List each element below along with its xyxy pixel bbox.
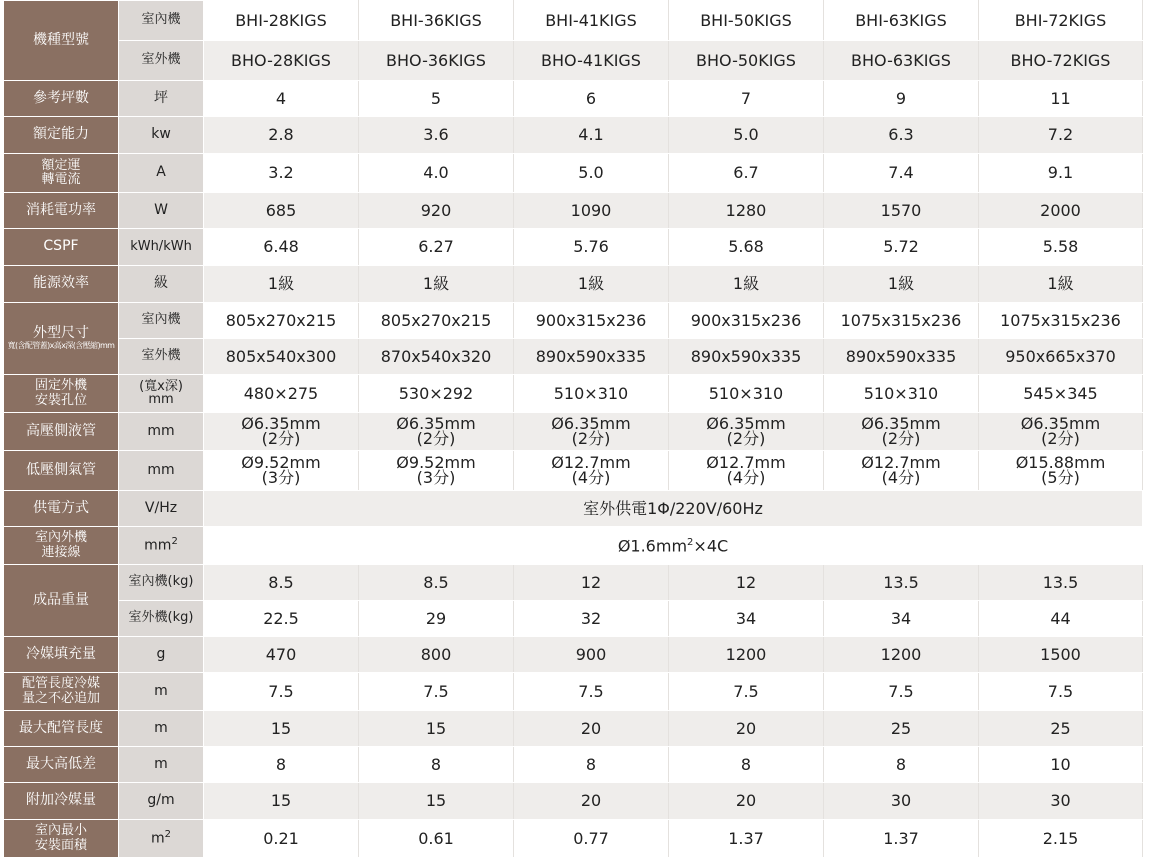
value-cell: 20: [669, 783, 824, 820]
row-label-max-length: 最大配管長度: [4, 711, 119, 747]
value-cell: 5.76: [514, 229, 669, 266]
row-label-area: 參考坪數: [4, 81, 119, 117]
row-label-cspf: CSPF: [4, 229, 119, 266]
value-cell: 1075x315x236: [979, 303, 1143, 339]
value-cell: 890x590x335: [669, 339, 824, 375]
row-no-add: [4, 673, 1143, 711]
value-cell: 30: [979, 783, 1143, 820]
unit-power: W: [119, 193, 204, 229]
value-cell: 7.5: [979, 673, 1143, 711]
row-extra-refrigerant: [4, 783, 1143, 820]
value-cell: 890x590x335: [514, 339, 669, 375]
row-label-gas-pipe: 低壓側氣管: [4, 451, 119, 491]
row-label-supply: 供電方式: [4, 491, 119, 527]
value-cell: 6.7: [669, 154, 824, 193]
value-cell: [824, 413, 979, 451]
value-cell: 0.21: [204, 820, 359, 858]
value-line-2: (2分): [571, 428, 611, 448]
row-model-indoor: [4, 1, 1143, 41]
wire-value: [204, 527, 1143, 565]
row-area: [4, 81, 1143, 117]
value-cell: 6.48: [204, 229, 359, 266]
value-cell: 5: [359, 81, 514, 117]
label-line-2: 轉電流: [41, 172, 81, 187]
value-line-1: Ø6.35mm: [241, 413, 321, 433]
row-label-weight: 成品重量: [4, 565, 119, 637]
value-cell: 800: [359, 637, 514, 673]
value-cell: 1級: [204, 266, 359, 303]
value-cell: BHO-63KIGS: [824, 41, 979, 81]
value-cell: BHI-41KIGS: [514, 1, 669, 41]
row-power: [4, 193, 1143, 229]
unit-extra-refrigerant: g/m: [119, 783, 204, 820]
value-cell: 1075x315x236: [824, 303, 979, 339]
unit-indoor: 室內機: [119, 303, 204, 339]
row-label-capacity: 額定能力: [4, 117, 119, 154]
value-cell: 13.5: [979, 565, 1143, 601]
row-label-model: 機種型號: [4, 1, 119, 81]
value-cell: 1090: [514, 193, 669, 229]
row-mounting: [4, 375, 1143, 413]
label-line-1: 室內外機: [34, 530, 87, 546]
value-cell: 805x270x215: [359, 303, 514, 339]
value-cell: BHO-50KIGS: [669, 41, 824, 81]
row-label-max-height: 最大高低差: [4, 747, 119, 783]
value-cell: 1級: [979, 266, 1143, 303]
row-label-mounting: [4, 375, 119, 413]
row-dimensions-outdoor: [4, 339, 1143, 375]
value-cell: 4.0: [359, 154, 514, 193]
value-cell: 20: [514, 711, 669, 747]
value-cell: 3.6: [359, 117, 514, 154]
value-cell: 15: [359, 711, 514, 747]
value-line-2: (2分): [261, 428, 301, 448]
value-line-1: Ø6.35mm: [396, 413, 476, 433]
value-line-1: Ø12.7mm: [861, 452, 941, 472]
value-cell: [204, 413, 359, 451]
row-supply: [4, 491, 1143, 527]
unit-wire: [119, 527, 204, 565]
value-line-2: (2分): [726, 428, 766, 448]
value-cell: 8: [824, 747, 979, 783]
value-line-1: Ø6.35mm: [551, 413, 631, 433]
value-line-1: Ø6.35mm: [861, 413, 941, 433]
value-line-2: (3分): [261, 467, 301, 487]
value-cell: 7.4: [824, 154, 979, 193]
value-cell: 870x540x320: [359, 339, 514, 375]
row-wire: [4, 527, 1143, 565]
value-cell: 510×310: [669, 375, 824, 413]
value-cell: 545×345: [979, 375, 1143, 413]
unit-capacity: kw: [119, 117, 204, 154]
row-weight-indoor: [4, 565, 1143, 601]
value-cell: 0.61: [359, 820, 514, 858]
unit-cspf: kWh/kWh: [119, 229, 204, 266]
value-cell: [979, 451, 1143, 491]
value-cell: 10: [979, 747, 1143, 783]
value-cell: 15: [204, 711, 359, 747]
label-line-2: 連接線: [41, 544, 81, 560]
unit-max-length: m: [119, 711, 204, 747]
value-cell: [669, 451, 824, 491]
value-cell: 900x315x236: [669, 303, 824, 339]
value-cell: 1.37: [669, 820, 824, 858]
value-cell: 1級: [514, 266, 669, 303]
value-cell: 1級: [669, 266, 824, 303]
value-cell: 15: [204, 783, 359, 820]
row-weight-outdoor: [4, 601, 1143, 637]
unit-outdoor: 室外機: [119, 41, 204, 81]
value-cell: 8: [359, 747, 514, 783]
unit-outdoor: 室外機(kg): [119, 601, 204, 637]
unit-base: mm: [144, 538, 172, 555]
row-label-efficiency: 能源效率: [4, 266, 119, 303]
value-cell: 805x540x300: [204, 339, 359, 375]
value-line-2: (3分): [416, 467, 456, 487]
label-line-1: 配管長度冷媒: [21, 676, 100, 692]
value-line-1: Ø9.52mm: [241, 452, 321, 472]
unit-base: m: [150, 831, 165, 848]
value-cell: 0.77: [514, 820, 669, 858]
row-current: [4, 154, 1143, 193]
value-cell: 530×292: [359, 375, 514, 413]
value-cell: 4: [204, 81, 359, 117]
value-cell: BHI-72KIGS: [979, 1, 1143, 41]
value-cell: 9: [824, 81, 979, 117]
value-cell: 1級: [824, 266, 979, 303]
row-label-extra-refrigerant: 附加冷媒量: [4, 783, 119, 820]
value-cell: 920: [359, 193, 514, 229]
value-cell: 510×310: [824, 375, 979, 413]
unit-refrigerant: g: [119, 637, 204, 673]
value-cell: 1570: [824, 193, 979, 229]
value-cell: 5.0: [669, 117, 824, 154]
unit-area: 坪: [119, 81, 204, 117]
value-cell: 2.15: [979, 820, 1143, 858]
row-cspf: [4, 229, 1143, 266]
value-cell: 29: [359, 601, 514, 637]
value-cell: 2000: [979, 193, 1143, 229]
row-model-outdoor: [4, 41, 1143, 81]
value-cell: BHI-28KIGS: [204, 1, 359, 41]
row-label-refrigerant: 冷媒填充量: [4, 637, 119, 673]
label-line-1: 外型尺寸: [33, 325, 89, 342]
row-max-height: [4, 747, 1143, 783]
value-cell: BHO-36KIGS: [359, 41, 514, 81]
unit-no-add: m: [119, 673, 204, 711]
value-cell: 8: [204, 747, 359, 783]
value-line-1: Ø6.35mm: [706, 413, 786, 433]
value-cell: 6.27: [359, 229, 514, 266]
unit-current: A: [119, 154, 204, 193]
value-line-1: Ø9.52mm: [396, 452, 476, 472]
row-liquid-pipe: [4, 413, 1143, 451]
value-cell: 480×275: [204, 375, 359, 413]
label-line-2: 安裝面積: [34, 837, 87, 853]
value-cell: 5.68: [669, 229, 824, 266]
value-cell: 12: [669, 565, 824, 601]
value-cell: 685: [204, 193, 359, 229]
value-cell: 7.5: [824, 673, 979, 711]
value-cell: 1280: [669, 193, 824, 229]
row-efficiency: [4, 266, 1143, 303]
value-cell: [979, 413, 1143, 451]
value-cell: 13.5: [824, 565, 979, 601]
value-cell: 7.5: [514, 673, 669, 711]
value-line-1: Ø6.35mm: [1020, 413, 1101, 433]
row-label-min-area: [4, 820, 119, 858]
row-label-current: [4, 154, 119, 193]
value-cell: 890x590x335: [824, 339, 979, 375]
value-cell: BHO-72KIGS: [979, 41, 1143, 81]
value-cell: BHI-36KIGS: [359, 1, 514, 41]
value-line-1: Ø15.88mm: [1015, 452, 1106, 472]
value-cell: 950x665x370: [979, 339, 1143, 375]
value-cell: 8.5: [204, 565, 359, 601]
wire-value-a: Ø1.6mm: [617, 535, 688, 555]
unit-mounting: [119, 375, 204, 413]
label-line-1: 固定外機: [34, 378, 87, 394]
value-cell: 1級: [359, 266, 514, 303]
row-label-liquid-pipe: 高壓側液管: [4, 413, 119, 451]
value-cell: 20: [514, 783, 669, 820]
unit-indoor: 室內機: [119, 1, 204, 41]
value-cell: BHI-63KIGS: [824, 1, 979, 41]
value-cell: [204, 451, 359, 491]
value-cell: BHO-41KIGS: [514, 41, 669, 81]
value-line-2: (2分): [1041, 428, 1080, 448]
value-cell: 900x315x236: [514, 303, 669, 339]
value-cell: 34: [824, 601, 979, 637]
value-cell: 8.5: [359, 565, 514, 601]
label-line-1: 室內最小: [34, 823, 87, 839]
value-cell: 30: [824, 783, 979, 820]
value-cell: 1200: [669, 637, 824, 673]
value-cell: 470: [204, 637, 359, 673]
value-cell: 7.5: [359, 673, 514, 711]
value-line-2: (4分): [726, 467, 766, 487]
value-cell: 9.1: [979, 154, 1143, 193]
unit-indoor: 室內機(kg): [119, 565, 204, 601]
value-cell: [824, 451, 979, 491]
value-cell: 25: [979, 711, 1143, 747]
unit-liquid-pipe: mm: [119, 413, 204, 451]
value-cell: 8: [514, 747, 669, 783]
value-cell: 22.5: [204, 601, 359, 637]
value-line-1: Ø12.7mm: [706, 452, 786, 472]
unit-line-2: mm: [148, 391, 174, 407]
value-cell: 1500: [979, 637, 1143, 673]
value-cell: 12: [514, 565, 669, 601]
value-cell: 5.72: [824, 229, 979, 266]
value-cell: 3.2: [204, 154, 359, 193]
value-line-2: (4分): [571, 467, 611, 487]
label-line-2: 量之不必追加: [21, 690, 100, 706]
value-line-2: (4分): [881, 467, 921, 487]
value-cell: 7: [669, 81, 824, 117]
value-cell: [514, 451, 669, 491]
row-label-no-add: [4, 673, 119, 711]
row-refrigerant: [4, 637, 1143, 673]
wire-value-superscript: 2: [687, 536, 694, 548]
row-gas-pipe: [4, 451, 1143, 491]
value-cell: [514, 413, 669, 451]
value-cell: 7.5: [669, 673, 824, 711]
value-line-2: (2分): [881, 428, 921, 448]
unit-min-area: [119, 820, 204, 858]
unit-superscript: 2: [164, 829, 171, 841]
label-line-2: 安裝孔位: [34, 392, 87, 408]
value-cell: 2.8: [204, 117, 359, 154]
value-cell: 1.37: [824, 820, 979, 858]
unit-supply: V/Hz: [119, 491, 204, 527]
unit-max-height: m: [119, 747, 204, 783]
value-cell: 7.5: [204, 673, 359, 711]
row-label-wire: [4, 527, 119, 565]
unit-gas-pipe: mm: [119, 451, 204, 491]
value-cell: 4.1: [514, 117, 669, 154]
value-cell: [359, 413, 514, 451]
value-line-2: (2分): [416, 428, 456, 448]
unit-efficiency: 級: [119, 266, 204, 303]
unit-superscript: 2: [171, 536, 178, 548]
value-cell: 5.0: [514, 154, 669, 193]
value-cell: 6.3: [824, 117, 979, 154]
value-cell: BHI-50KIGS: [669, 1, 824, 41]
value-line-2: (5分): [1041, 467, 1080, 487]
value-cell: 25: [824, 711, 979, 747]
unit-outdoor: 室外機: [119, 339, 204, 375]
value-cell: 34: [669, 601, 824, 637]
value-cell: 900: [514, 637, 669, 673]
label-line-1: 額定運: [41, 157, 81, 173]
wire-value-b: ×4C: [693, 535, 729, 555]
value-line-1: Ø12.7mm: [551, 452, 631, 472]
value-cell: 6: [514, 81, 669, 117]
unit-line-1: (寬x深): [139, 379, 183, 395]
row-label-power: 消耗電功率: [4, 193, 119, 229]
value-cell: 15: [359, 783, 514, 820]
spec-table: [3, 0, 1143, 858]
value-cell: 805x270x215: [204, 303, 359, 339]
row-label-dimensions: [4, 303, 119, 375]
row-min-area: [4, 820, 1143, 858]
value-cell: BHO-28KIGS: [204, 41, 359, 81]
row-dimensions-indoor: [4, 303, 1143, 339]
value-cell: 5.58: [979, 229, 1143, 266]
value-cell: [359, 451, 514, 491]
row-capacity: [4, 117, 1143, 154]
dimensions-sublabel: 寬(含配管蓋)x高x深(含壓縮)mm: [7, 340, 115, 350]
value-cell: 7.2: [979, 117, 1143, 154]
value-cell: 32: [514, 601, 669, 637]
value-cell: 44: [979, 601, 1143, 637]
value-cell: 11: [979, 81, 1143, 117]
row-max-length: [4, 711, 1143, 747]
supply-value: 室外供電1Φ/220V/60Hz: [204, 491, 1143, 527]
value-cell: [669, 413, 824, 451]
value-cell: 20: [669, 711, 824, 747]
value-cell: 8: [669, 747, 824, 783]
value-cell: 1200: [824, 637, 979, 673]
value-cell: 510×310: [514, 375, 669, 413]
